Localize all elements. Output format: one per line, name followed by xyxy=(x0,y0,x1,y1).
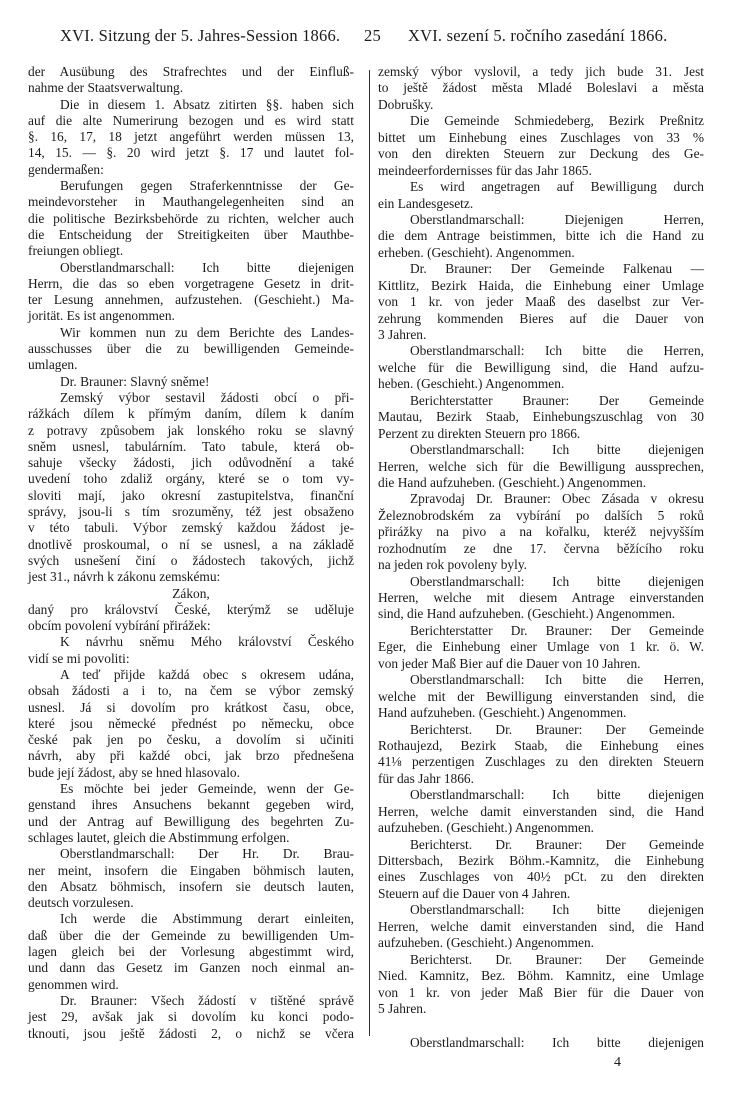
text-line: meindeerfordernisses für das Jahr 1865. xyxy=(378,162,592,178)
text-line: Mautau, Bezirk Staab, Einhebungszuschlag von 30 xyxy=(378,409,704,425)
text-line: obcím povolení vybírání přirážek: xyxy=(28,618,211,634)
text-line: Rothaujezd, Bezirk Staab, die Einhebung eines xyxy=(378,737,704,753)
text-line: ter Lesung annehmen, aufzustehen. (Geschieht.) Ma- xyxy=(28,292,354,308)
text-line: daný pro království České, kterýmž se uděluje xyxy=(28,601,354,617)
text-line: dnotlivě proskoumal, o ní se usnesl, a na základě xyxy=(28,536,354,552)
paragraph xyxy=(28,178,354,259)
paragraph xyxy=(378,787,704,836)
text-line: které jsou německé přednést po německu, obce xyxy=(28,715,354,731)
text-line: jorität. Es ist angenommen. xyxy=(28,308,175,324)
text-line: to ještě žádost města Mladé Boleslavi a města xyxy=(378,80,704,96)
text-line: přirážky na pivo a na kořalku, kteréž nejvyšším xyxy=(378,524,704,540)
paragraph xyxy=(28,667,354,781)
text-line: gendermaßen: xyxy=(28,161,104,177)
text-line: Hand aufzuheben. (Geschieht.) Angenommen. xyxy=(378,705,627,721)
column-divider xyxy=(369,70,370,1036)
page-header-right-title: XVI. sezení 5. ročního zasedání 1866. xyxy=(408,26,668,45)
paragraph xyxy=(28,390,354,586)
text-line: für das Jahr 1866. xyxy=(378,770,474,786)
text-line: Berichterstatter Dr. Brauner: Der Gemeinde xyxy=(410,622,704,638)
text-line: 5 Jahren. xyxy=(378,1000,427,1016)
text-line: Herren, welche damit einverstanden sind, die Hand xyxy=(378,803,704,819)
signature-mark: 4 xyxy=(614,1055,621,1070)
paragraph xyxy=(378,343,704,392)
text-line: die Entscheidung der Streitigkeiten über Mauthbe- xyxy=(28,226,354,242)
text-line: genommen wird. xyxy=(28,976,119,992)
text-line: jest 31., návrh k zákonu zemskému: xyxy=(28,569,221,585)
text-line: Es möchte bei jeder Gemeinde, wenn der Ge- xyxy=(60,781,354,797)
paragraph xyxy=(28,325,354,374)
text-line: freiungen obliegt. xyxy=(28,243,124,259)
text-line: Oberstlandmarschall: Ich bitte die Herren, xyxy=(410,672,704,688)
text-line: aufzuheben. (Geschieht.) Angenommen. xyxy=(378,935,595,951)
text-line: Herrn, die das so eben vorgetragene Gesetz in drit- xyxy=(28,275,354,291)
text-line: 3 Jahren. xyxy=(378,327,427,342)
paragraph xyxy=(378,623,704,672)
paragraph xyxy=(378,1035,704,1051)
paragraph xyxy=(28,634,354,667)
text-line: sněm usnesl, tabulárním. Tato tabule, která ob- xyxy=(28,438,354,454)
text-line: Oberstlandmarschall: Ich bitte diejenigen xyxy=(60,259,354,275)
text-line: v této tabuli. Výbor zemský každou žádost je- xyxy=(28,520,354,536)
text-line: jest 29, avšak jak si dovolím ku konci podo- xyxy=(28,1009,354,1025)
text-line: Zpravodaj Dr. Brauner: Obec Zásada v okresu xyxy=(410,491,704,507)
paragraph xyxy=(378,212,704,261)
page-number: 25 xyxy=(364,26,381,45)
text-line: nahme der Staatsverwaltung. xyxy=(28,80,184,96)
text-line: von jeder Maß Bier auf die Dauer von 10 Jahren. xyxy=(378,655,641,671)
text-line: Berufungen gegen Straferkenntnisse der Ge- xyxy=(60,178,354,194)
text-line: zemský výbor vyslovil, a tedy jich bude 31. Jest xyxy=(378,64,704,79)
text-line: Dr. Brauner: Der Gemeinde Falkenau — xyxy=(410,261,704,277)
paragraph xyxy=(28,374,354,390)
text-line: 41⅛ perzentigen Zuschlages zu den direkten Steuern xyxy=(378,754,704,770)
text-line: Oberstlandmarschall: Der Hr. Dr. Brau- xyxy=(60,846,354,862)
paragraph xyxy=(378,179,704,212)
text-line: uvedení toho zdaliž orgány, které se o tom vy- xyxy=(28,471,354,487)
text-line: 14, 15. — §. 20 wird jetzt §. 17 und lautet fol- xyxy=(28,145,354,161)
text-line: Herren, welche mit diesem Antrage einverstanden xyxy=(378,590,704,605)
text-line: Steuern auf die Dauer von 4 Jahren. xyxy=(378,885,571,901)
text-line: schlages lautet, gleich die Abstimmung erfolgen. xyxy=(28,829,290,845)
paragraph xyxy=(28,602,354,635)
text-line: Dr. Brauner: Slavný sněme! xyxy=(60,373,210,389)
text-line: Die Gemeinde Schmiedeberg, Bezirk Preßnitz xyxy=(410,113,704,129)
text-line: welche mit der Bewilligung einverstanden sind, die xyxy=(378,688,704,704)
text-line: z potravy způsobem jak lonského roku se slavný xyxy=(28,422,354,438)
paragraph xyxy=(28,64,354,97)
text-line: Oberstlandmarschall: Ich bitte diejenigen xyxy=(410,1035,704,1051)
paragraph xyxy=(378,393,704,442)
paragraph xyxy=(28,781,354,846)
text-line: na jeden rok povoleny byly. xyxy=(378,557,527,573)
text-line: Dr. Brauner: Všech žádostí v tištěné správě xyxy=(60,992,354,1008)
text-line: deutsch vorzulesen. xyxy=(28,895,134,911)
text-line: eines Zuschlages von 40½ pCt. zu den direkten xyxy=(378,869,704,885)
text-line: Ich werde die Abstimmung derart einleiten, xyxy=(60,911,354,927)
text-line: und der Antrag auf Bewilligung des begehrten Zu- xyxy=(28,813,354,829)
text-line: lagen gleich bei der Vorlesung abgestimmt wird, xyxy=(28,944,354,960)
german-text-column xyxy=(28,64,354,1042)
paragraph xyxy=(378,902,704,951)
paragraph xyxy=(378,261,704,343)
text-line: von 1 kr. von jeder Maaß des daselbst zur Ver- xyxy=(378,294,704,310)
text-line: Eger, die Einhebung einer Umlage von 1 kr. ö. W. xyxy=(378,639,704,655)
text-line: sloviti mají, jako okresní zastupitelstva, finanční xyxy=(28,487,354,503)
czech-text-column xyxy=(378,64,704,1052)
text-line: správy, jsou-li s tím srozuměny, též jest obsaženo xyxy=(28,504,354,520)
text-line: die dem Antrage beistimmen, bitte ich die Hand zu xyxy=(378,228,704,244)
text-line: Železnobrodském za vybírání po dalších 5 roků xyxy=(378,507,704,523)
text-line: von den direkten Steuern zur Deckung des Ge- xyxy=(378,146,704,162)
text-line: Oberstlandmarschall: Diejenigen Herren, xyxy=(410,211,704,227)
text-line: A teď přijde každá obec s okresem udána, xyxy=(60,666,354,682)
text-line: Oberstlandmarschall: Ich bitte die Herren, xyxy=(410,343,704,359)
text-line: Oberstlandmarschall: Ich bitte diejenigen xyxy=(410,902,704,918)
text-line: welche für die Bewilligung sind, die Hand aufzu- xyxy=(378,359,704,375)
text-line: Zákon, xyxy=(172,585,210,601)
text-line: Oberstlandmarschall: Ich bitte diejenigen xyxy=(410,787,704,803)
text-line: svých usnešení činí o žádostech takových, jichž xyxy=(28,552,354,568)
text-line: obsah žádosti a i to, na čem se výbor zemský xyxy=(28,683,354,699)
paragraph xyxy=(378,491,704,573)
paragraph xyxy=(28,993,354,1042)
text-line: Oberstlandmarschall: Ich bitte diejenigen xyxy=(410,442,704,458)
text-line: umlagen. xyxy=(28,357,78,373)
text-line: Berichterst. Dr. Brauner: Der Gemeinde xyxy=(410,721,704,737)
paragraph xyxy=(28,846,354,911)
text-line: K návrhu sněmu Mého království Českého xyxy=(60,634,354,650)
text-line: návrh, aby při každé obci, jak brzo přednešena xyxy=(28,748,354,764)
text-line: meindevorsteher in Mauthangelegenheiten sind an xyxy=(28,194,354,210)
text-line: Wir kommen nun zu dem Berichte des Landes- xyxy=(60,324,354,340)
text-line: Zemský výbor sestavil žádosti obcí o při- xyxy=(60,389,354,405)
text-line: daß über die der Gemeinde zu bewilligenden Um- xyxy=(28,927,354,943)
paragraph xyxy=(378,113,704,179)
paragraph xyxy=(378,64,704,113)
text-line: heben. (Geschieht.) Angenommen. xyxy=(378,376,565,392)
text-line: Es wird angetragen auf Bewilligung durch xyxy=(410,179,704,195)
text-line: Berichterstatter Brauner: Der Gemeinde xyxy=(410,392,704,408)
text-line: auf die alte Numerirung bezogen und es wird statt xyxy=(28,112,354,128)
paragraph xyxy=(378,672,704,721)
paragraph xyxy=(378,722,704,788)
paragraph xyxy=(28,97,354,178)
text-line: Die in diesem 1. Absatz zitirten §§. haben sich xyxy=(60,96,354,112)
text-line: bude její žádost, aby se hned hlasovalo. xyxy=(28,764,240,780)
text-line: §. 16, 17, 18 jetzt angeführt werden müssen 13, xyxy=(28,129,354,145)
text-line: die politische Bezirksbehörde zu richten, welcher auch xyxy=(28,210,354,226)
text-line: zehrung kommenden Bieres auf die Dauer von xyxy=(378,310,704,326)
paragraph xyxy=(378,837,704,903)
text-line: rozhodnutím ze dne 17. června běžícího roku xyxy=(378,540,704,556)
text-line: Herren, welche sich für die Bewilligung aussprechen, xyxy=(378,458,704,474)
text-line: Herren, welche damit einverstanden sind, die Hand xyxy=(378,918,704,934)
text-line: aufzuheben. (Geschieht.) Angenommen. xyxy=(378,820,595,836)
text-line: tknouti, jsou ještě žádosti 2, o nichž se včera xyxy=(28,1025,354,1041)
text-line: Dittersbach, Bezirk Böhm.-Kamnitz, die Einhebung xyxy=(378,853,704,868)
text-line: ner meint, insofern die Eingaben böhmisch lauten, xyxy=(28,862,354,878)
text-line: Oberstlandmarschall: Ich bitte diejenigen xyxy=(410,573,704,589)
text-line: die Hand aufzuheben. (Geschieht.) Angenommen. xyxy=(378,474,647,490)
paragraph xyxy=(378,952,704,1018)
text-line: sahuje všecky žádosti, jich odůvodnění a také xyxy=(28,455,354,471)
page-header-left-title: XVI. Sitzung der 5. Jahres-Session 1866. xyxy=(60,26,341,45)
text-line: von 1 kr. von jeder Maß Bier für die Dauer von xyxy=(378,984,704,1000)
text-line: Berichterst. Dr. Brauner: Der Gemeinde xyxy=(410,951,704,967)
text-line: Berichterst. Dr. Brauner: Der Gemeinde xyxy=(410,836,704,852)
text-line: usnesl. Já si dovolím pro krátkost času, obce, xyxy=(28,699,354,715)
text-line: české pak jen po česku, a dovolím si učiniti xyxy=(28,732,354,748)
text-line: ausschusses über die zu bewilligenden Gemeinde- xyxy=(28,341,354,357)
paragraph xyxy=(378,442,704,491)
paragraph xyxy=(28,911,354,992)
text-line: ein Landesgesetz. xyxy=(378,195,474,211)
paragraph xyxy=(28,586,354,602)
text-line: bittet um Einhebung eines Zuschlages von 33 % xyxy=(378,129,704,145)
text-line: den Absatz böhmisch, insofern sie deutsch lauten, xyxy=(28,878,354,894)
text-line: Dobrušky. xyxy=(378,96,434,112)
text-line: genstand ihres Ansuchens bekannt gegeben wird, xyxy=(28,797,354,813)
text-line: der Ausübung des Strafrechtes und der Einfluß- xyxy=(28,64,354,79)
paragraph xyxy=(378,574,704,623)
paragraph xyxy=(28,260,354,325)
text-line: vidí se mi povoliti: xyxy=(28,650,130,666)
text-line: und dann das Gesetz im Ganzen noch einmal an- xyxy=(28,960,354,976)
text-line: Perzent zu direkten Steuern pro 1866. xyxy=(378,425,581,441)
text-line: Kittlitz, Bezirk Haida, die Einhebung einer Umlage xyxy=(378,277,704,293)
text-line: Nied. Kamnitz, Bez. Böhm. Kamnitz, eine Umlage xyxy=(378,968,704,984)
text-line: rážkách dílem k přímým daním, dílem k daním xyxy=(28,406,354,422)
text-line: sind, die Hand aufzuheben. (Geschieht.) Angenommen. xyxy=(378,606,676,622)
text-line: erheben. (Geschieht). Angenommen. xyxy=(378,244,575,260)
